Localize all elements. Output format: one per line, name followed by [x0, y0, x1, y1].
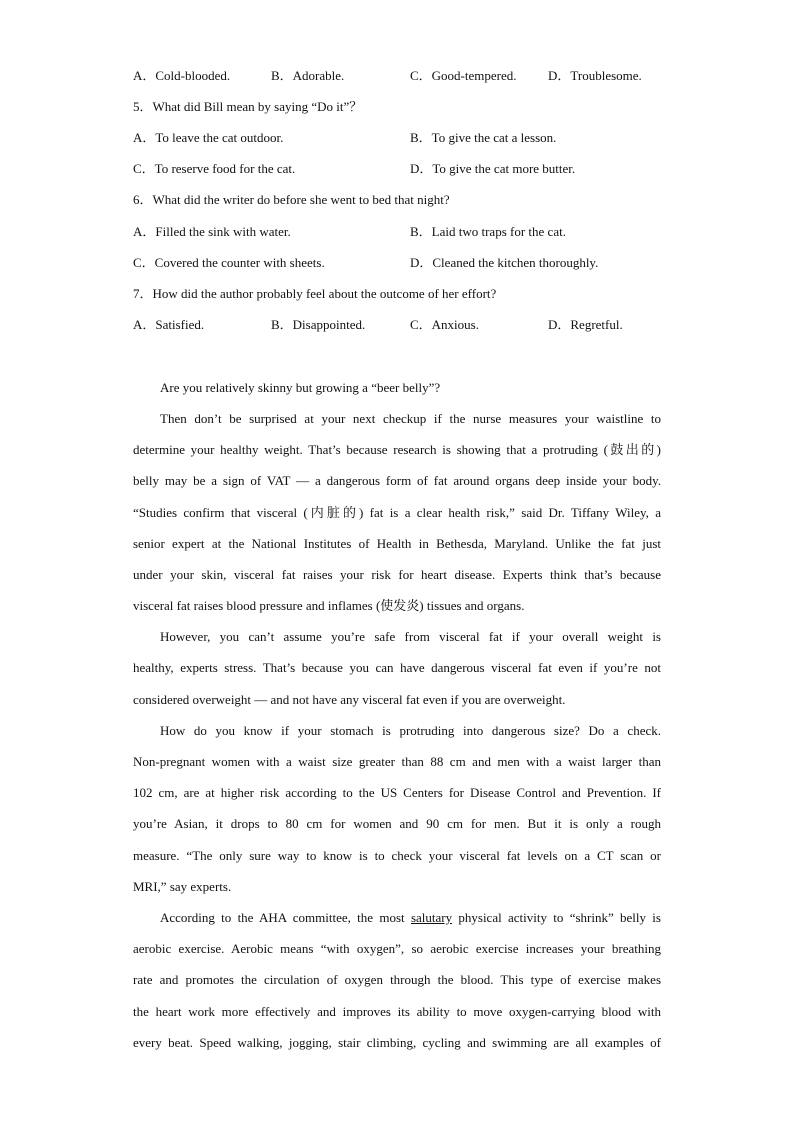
q4-option-c: C．Good-tempered.	[410, 68, 517, 83]
q6-options-row2	[133, 253, 663, 273]
p3-line: How do you know if your stomach is protruding into dangerous size? Do a check.	[160, 723, 661, 738]
p4-first-post: physical activity to “shrink” belly is	[452, 910, 661, 925]
q5-option-c: C．To reserve food for the cat.	[133, 161, 296, 176]
p2-line: considered overweight — and not have any visceral fat even if you are overweight.	[133, 692, 566, 707]
q4-option-b: B．Adorable.	[271, 68, 345, 83]
p1-line: under your skin, visceral fat raises your risk for heart disease. Experts think that’s because	[133, 567, 661, 582]
p4-first-line	[160, 908, 661, 928]
q5-option-a: A．To leave the cat outdoor.	[133, 130, 284, 145]
q7-option-c: C．Anxious.	[410, 317, 479, 332]
q6-option-c: C．Covered the counter with sheets.	[133, 255, 325, 270]
q5-question: 5．What did Bill mean by saying “Do it”？	[133, 99, 363, 114]
q7-question: 7．How did the author probably feel about the outcome of her effort?	[133, 286, 497, 301]
q4-options	[133, 66, 663, 86]
q4-option-a: A．Cold-blooded.	[133, 68, 231, 83]
q6-option-b: B．Laid two traps for the cat.	[410, 224, 566, 239]
p1-line: determine your healthy weight. That’s because research is showing that a protruding (鼓出的)	[133, 442, 661, 457]
q6-option-a: A．Filled the sink with water.	[133, 224, 291, 239]
p3-line: 102 cm, are at higher risk according to the US Centers for Disease Control and Prevention. If	[133, 785, 661, 800]
p1-line: belly may be a sign of VAT — a dangerous form of fat around organs deep inside your body.	[133, 473, 661, 488]
p3-line: measure. “The only sure way to know is to check your visceral fat levels on a CT scan or	[133, 848, 661, 863]
q7-option-d: D．Regretful.	[548, 317, 623, 332]
p4-line: the heart work more effectively and improves its ability to move oxygen-carrying blood with	[133, 1004, 661, 1019]
p1-line: Then don’t be surprised at your next checkup if the nurse measures your waistline to	[160, 411, 661, 426]
q7-option-a: A．Satisfied.	[133, 317, 205, 332]
p1-line: senior expert at the National Institutes of Health in Bethesda, Maryland. Unlike the fat just	[133, 536, 661, 551]
p3-line: you’re Asian, it drops to 80 cm for women and 90 cm for men. But it is only a rough	[133, 816, 661, 831]
p4-line: every beat. Speed walking, jogging, stair climbing, cycling and swimming are all examples of	[133, 1035, 661, 1050]
q5-option-d: D．To give the cat more butter.	[410, 161, 576, 176]
p3-line: MRI,” say experts.	[133, 879, 232, 894]
q5-option-b: B．To give the cat a lesson.	[410, 130, 557, 145]
p2-line: healthy, experts stress. That’s because you can have dangerous visceral fat even if you’re not	[133, 660, 661, 675]
p1-line: visceral fat raises blood pressure and inflames (使发炎) tissues and organs.	[133, 598, 525, 613]
underlined-word: salutary	[410, 910, 453, 925]
p1-line: “Studies confirm that visceral (内脏的) fat is a clear health risk,” said Dr. Tiffany Wiley, a	[133, 505, 661, 520]
passage-intro: Are you relatively skinny but growing a “beer belly”?	[160, 380, 441, 395]
q7-option-b: B．Disappointed.	[271, 317, 366, 332]
q6-options-row1	[133, 222, 663, 242]
p4-line: aerobic exercise. Aerobic means “with oxygen”, so aerobic exercise increases your breathing	[133, 941, 661, 956]
q7-options	[133, 315, 663, 335]
q6-option-d: D．Cleaned the kitchen thoroughly.	[410, 255, 599, 270]
q4-option-d: D．Troublesome.	[548, 68, 642, 83]
p3-line: Non-pregnant women with a waist size greater than 88 cm and men with a waist larger than	[133, 754, 661, 769]
q5-options-row2	[133, 159, 663, 179]
p4-first-pre: According to the AHA committee, the most	[160, 910, 411, 925]
q6-question: 6．What did the writer do before she went to bed that night?	[133, 192, 450, 207]
q5-options-row1	[133, 128, 663, 148]
p4-line: rate and promotes the circulation of oxygen through the blood. This type of exercise makes	[133, 972, 661, 987]
p2-line: However, you can’t assume you’re safe from visceral fat if your overall weight is	[160, 629, 661, 644]
